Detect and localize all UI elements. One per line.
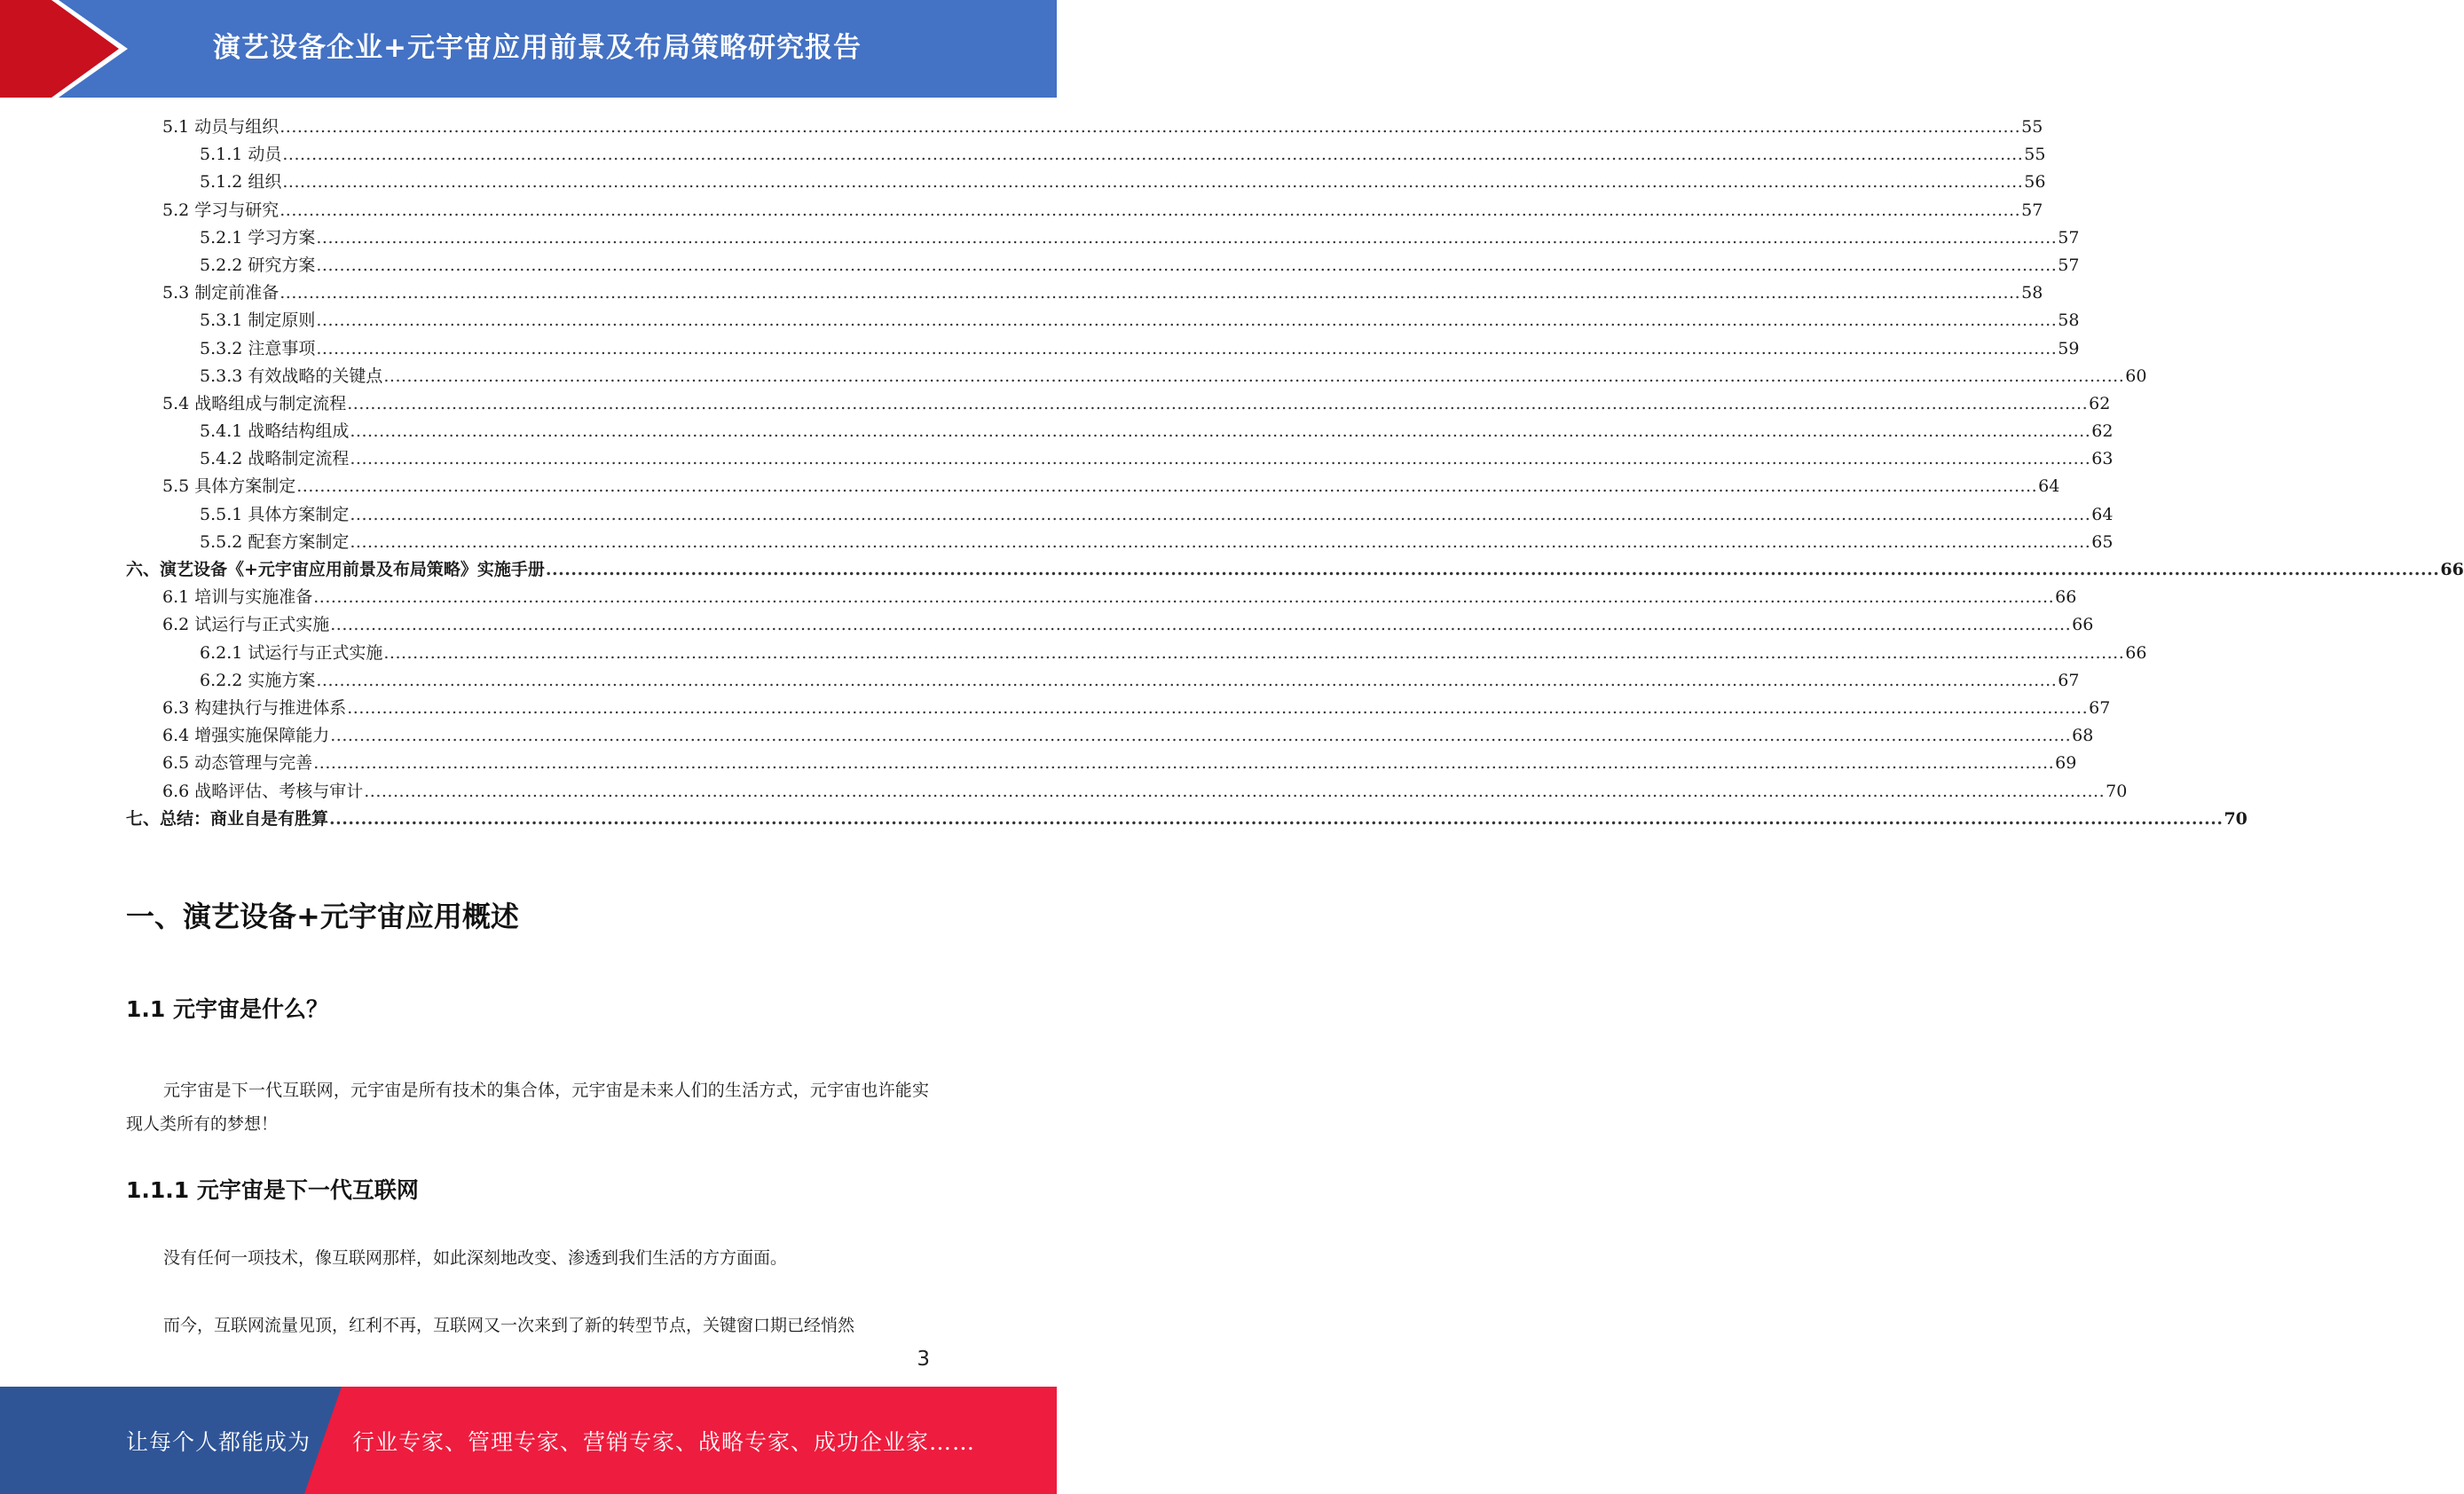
toc-entry-title: 5.2.2 研究方案 bbox=[200, 255, 316, 275]
toc-entry[interactable] bbox=[126, 169, 2046, 196]
toc-entry[interactable] bbox=[126, 224, 2080, 252]
toc-entry-page: 67 bbox=[2058, 670, 2080, 690]
toc-leader-dots: ............................................................................................................................................................................................................................................................................................................ bbox=[350, 421, 2091, 442]
toc-entry-title: 5.3.1 制定原则 bbox=[200, 311, 316, 331]
toc-entry[interactable] bbox=[126, 667, 2080, 695]
toc-entry-title: 6.5 动态管理与完善 bbox=[162, 753, 313, 774]
toc-entry-title: 5.3.2 注意事项 bbox=[200, 338, 316, 358]
toc-entry-page: 56 bbox=[2024, 172, 2046, 193]
toc-entry-page: 68 bbox=[2072, 726, 2094, 746]
toc-entry-page: 55 bbox=[2021, 117, 2043, 137]
toc-entry-page: 58 bbox=[2021, 283, 2043, 303]
toc-entry-title: 5.1 动员与组织 bbox=[162, 117, 279, 137]
toc-entry[interactable] bbox=[126, 750, 2077, 777]
toc-entry-title: 5.5.1 具体方案制定 bbox=[200, 504, 350, 524]
toc-entry-title: 6.2 试运行与正式实施 bbox=[162, 615, 330, 635]
toc-entry-page: 66 bbox=[2055, 587, 2077, 608]
header-band bbox=[0, 0, 1057, 98]
toc-entry-page: 70 bbox=[2224, 808, 2248, 829]
toc-leader-dots: ............................................................................................................................................................................................................................................................................................................ bbox=[282, 172, 2024, 193]
toc-leader-dots: ............................................................................................................................................................................................................................................................................................................ bbox=[383, 366, 2125, 386]
toc-entry[interactable] bbox=[126, 390, 2111, 418]
toc-entry[interactable] bbox=[126, 445, 2114, 473]
paragraph-internet: 没有任何一项技术，像互联网那样，如此深刻地改变、渗透到我们生活的方方面面。 bbox=[163, 1248, 788, 1268]
toc-entry[interactable] bbox=[126, 584, 2077, 611]
toc-entry[interactable] bbox=[126, 473, 2060, 500]
toc-entry[interactable] bbox=[126, 418, 2114, 445]
section-heading-1-1-1: 1.1.1 元宇宙是下一代互联网 bbox=[126, 1177, 419, 1203]
toc-entry-page: 58 bbox=[2058, 311, 2080, 331]
toc-entry[interactable] bbox=[126, 335, 2080, 363]
toc-entry-page: 66 bbox=[2072, 615, 2094, 635]
toc-entry[interactable] bbox=[126, 141, 2046, 169]
toc-leader-dots: ............................................................................................................................................................................................................................................................................................................ bbox=[330, 615, 2072, 635]
toc-leader-dots: ............................................................................................................................................................................................................................................................................................................ bbox=[316, 311, 2058, 331]
toc-entry-title: 5.5.2 配套方案制定 bbox=[200, 531, 350, 552]
toc-entry-page: 69 bbox=[2055, 753, 2077, 774]
toc-entry-title: 6.2.2 实施方案 bbox=[200, 670, 316, 690]
toc-leader-dots: ............................................................................................................................................................................................................................................................................................................ bbox=[282, 145, 2024, 165]
toc-entry-title: 5.2.1 学习方案 bbox=[200, 227, 316, 248]
toc-leader-dots: ............................................................................................................................................................................................................................................................................................................ bbox=[347, 697, 2089, 718]
toc-entry-page: 60 bbox=[2125, 366, 2147, 386]
toc-leader-dots: ............................................................................................................................................................................................................................................................................................................ bbox=[545, 560, 2440, 579]
toc-leader-dots: ............................................................................................................................................................................................................................................................................................................ bbox=[350, 531, 2091, 552]
toc-entry-page: 66 bbox=[2440, 560, 2464, 579]
footer-band bbox=[0, 1387, 1057, 1494]
toc-leader-dots: ............................................................................................................................................................................................................................................................................................................ bbox=[313, 587, 2055, 608]
toc-leader-dots: ............................................................................................................................................................................................................................................................................................................ bbox=[279, 200, 2021, 220]
toc-entry[interactable] bbox=[126, 279, 2043, 307]
paragraph-intro: 元宇宙是下一代互联网，元宇宙是所有技术的集合体，元宇宙是未来人们的生活方式，元宇宙也许能实现人类所有的梦想！ bbox=[126, 1081, 929, 1134]
toc-leader-dots: ............................................................................................................................................................................................................................................................................................................ bbox=[296, 476, 2038, 497]
toc-entry-page: 57 bbox=[2058, 255, 2080, 275]
toc-entry-title: 5.5 具体方案制定 bbox=[162, 476, 296, 497]
toc-leader-dots: ............................................................................................................................................................................................................................................................................................................ bbox=[316, 338, 2058, 358]
report-title: 演艺设备企业+元宇宙应用前景及布局策略研究报告 bbox=[213, 31, 862, 64]
toc-entry-title: 6.2.1 试运行与正式实施 bbox=[200, 642, 383, 663]
toc-leader-dots: ............................................................................................................................................................................................................................................................................................................ bbox=[313, 753, 2055, 774]
toc-entry-title: 6.6 战略评估、考核与审计 bbox=[162, 781, 364, 801]
toc-entry-page: 57 bbox=[2021, 200, 2043, 220]
toc-entry-title: 6.1 培训与实施准备 bbox=[162, 587, 313, 608]
toc-entry-title: 5.3 制定前准备 bbox=[162, 283, 279, 303]
toc-entry-title: 5.3.3 有效战略的关键点 bbox=[200, 366, 383, 386]
toc-entry-page: 62 bbox=[2091, 421, 2114, 442]
toc-leader-dots: ............................................................................................................................................................................................................................................................................................................ bbox=[329, 808, 2224, 829]
toc-entry-title: 七、总结：商业自是有胜算 bbox=[126, 808, 329, 829]
toc-entry-page: 64 bbox=[2091, 504, 2114, 524]
toc-entry-title: 5.2 学习与研究 bbox=[162, 200, 279, 220]
footer-slogan-left: 让每个人都能成为 bbox=[126, 1428, 311, 1455]
toc-entry-page: 64 bbox=[2038, 476, 2060, 497]
toc-leader-dots: ............................................................................................................................................................................................................................................................................................................ bbox=[330, 726, 2072, 746]
toc-entry-title: 六、演艺设备《+元宇宙应用前景及布局策略》实施手册 bbox=[126, 560, 545, 579]
toc-leader-dots: ............................................................................................................................................................................................................................................................................................................ bbox=[279, 283, 2021, 303]
toc-entry-page: 55 bbox=[2024, 145, 2046, 165]
footer-slogan-right: 行业专家、管理专家、营销专家、战略专家、成功企业家…… bbox=[352, 1428, 976, 1455]
toc-entry-title: 5.1.2 组织 bbox=[200, 172, 282, 193]
toc-entry[interactable] bbox=[126, 501, 2114, 529]
toc-entry[interactable] bbox=[126, 114, 2043, 141]
toc-leader-dots: ............................................................................................................................................................................................................................................................................................................ bbox=[350, 449, 2091, 469]
toc-leader-dots: ............................................................................................................................................................................................................................................................................................................ bbox=[316, 255, 2058, 275]
toc-entry[interactable] bbox=[126, 529, 2114, 556]
toc-entry[interactable] bbox=[126, 307, 2080, 334]
toc-entry-page: 63 bbox=[2091, 449, 2114, 469]
toc-entry[interactable] bbox=[126, 197, 2043, 224]
toc-entry-page: 57 bbox=[2058, 227, 2080, 248]
toc-entry-page: 65 bbox=[2091, 531, 2114, 552]
toc-leader-dots: ............................................................................................................................................................................................................................................................................................................ bbox=[364, 781, 2106, 801]
toc-leader-dots: ............................................................................................................................................................................................................................................................................................................ bbox=[316, 227, 2058, 248]
toc-leader-dots: ............................................................................................................................................................................................................................................................................................................ bbox=[316, 670, 2058, 690]
section-heading-1-1: 1.1 元宇宙是什么？ bbox=[126, 996, 328, 1022]
toc-entry[interactable] bbox=[126, 363, 2147, 390]
toc-leader-dots: ............................................................................................................................................................................................................................................................................................................ bbox=[383, 642, 2125, 663]
toc-entry-page: 59 bbox=[2058, 338, 2080, 358]
toc-entry[interactable] bbox=[126, 806, 2248, 833]
toc-entry-title: 5.4.2 战略制定流程 bbox=[200, 449, 350, 469]
paragraph-transition: 而今，互联网流量见顶，红利不再，互联网又一次来到了新的转型节点，关键窗口期已经悄然 bbox=[163, 1316, 855, 1335]
toc-entry-title: 5.1.1 动员 bbox=[200, 145, 282, 165]
toc-entry-title: 6.4 增强实施保障能力 bbox=[162, 726, 330, 746]
toc-entry-page: 66 bbox=[2125, 642, 2147, 663]
section-heading-1: 一、演艺设备+元宇宙应用概述 bbox=[126, 900, 519, 933]
toc-leader-dots: ............................................................................................................................................................................................................................................................................................................ bbox=[350, 504, 2091, 524]
toc-entry-page: 67 bbox=[2089, 697, 2111, 718]
toc-entry[interactable] bbox=[126, 611, 2094, 639]
toc-entry-title: 6.3 构建执行与推进体系 bbox=[162, 697, 347, 718]
toc-entry[interactable] bbox=[126, 722, 2094, 750]
toc-leader-dots: ............................................................................................................................................................................................................................................................................................................ bbox=[279, 117, 2021, 137]
toc-entry-title: 5.4 战略组成与制定流程 bbox=[162, 393, 347, 413]
page-number: 3 bbox=[917, 1348, 930, 1371]
toc-entry[interactable] bbox=[126, 778, 2128, 806]
toc-leader-dots: ............................................................................................................................................................................................................................................................................................................ bbox=[347, 393, 2089, 413]
toc-entry[interactable] bbox=[126, 640, 2147, 667]
table-of-contents bbox=[126, 114, 2464, 833]
toc-entry[interactable] bbox=[126, 252, 2080, 279]
toc-entry[interactable] bbox=[126, 695, 2111, 722]
toc-entry-page: 70 bbox=[2106, 781, 2128, 801]
toc-entry-page: 62 bbox=[2089, 393, 2111, 413]
toc-entry[interactable] bbox=[126, 556, 2464, 584]
toc-entry-title: 5.4.1 战略结构组成 bbox=[200, 421, 350, 442]
